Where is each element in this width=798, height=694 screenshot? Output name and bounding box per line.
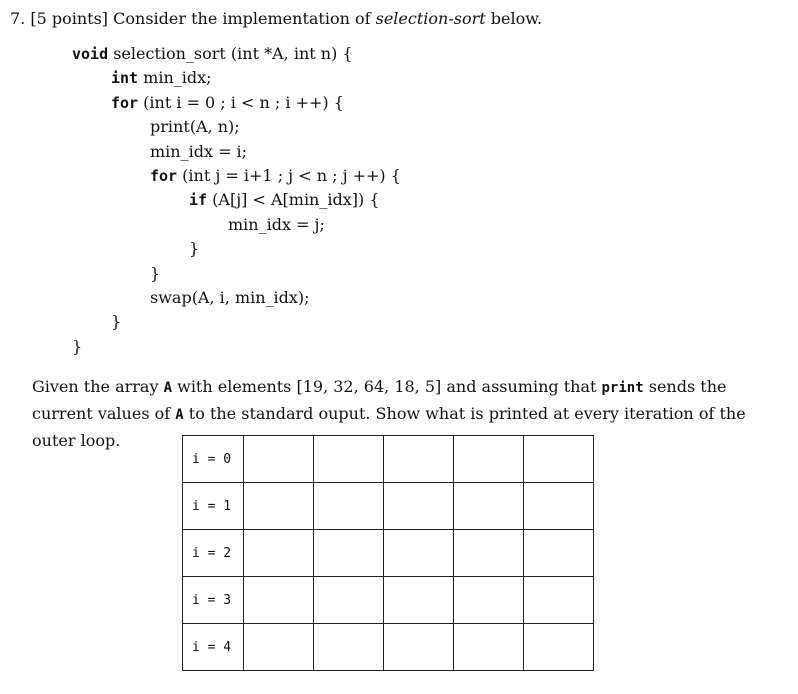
question-intro-text: Consider the implementation of [113, 9, 376, 28]
table-row [183, 436, 594, 483]
code-text: selection_sort (int *A, int n) { [108, 44, 353, 63]
code-line [189, 188, 380, 212]
row-label: i = 0 [183, 436, 244, 483]
code-line [111, 310, 121, 334]
code-line [150, 262, 160, 286]
paragraph-text-2: with elements [19, 32, 64, 18, 5] and assuming that [172, 377, 602, 396]
answer-cell[interactable] [384, 577, 454, 624]
code-text: swap(A, i, min_idx); [150, 288, 310, 307]
answer-cell[interactable] [384, 436, 454, 483]
answer-cell[interactable] [314, 624, 384, 671]
code-line [228, 213, 325, 237]
code-text: min_idx; [138, 68, 212, 88]
question-intro-emphasis: selection-sort [375, 9, 486, 28]
answer-cell[interactable] [314, 483, 384, 530]
code-text: } [72, 336, 83, 356]
code-text: print(A, n); [150, 117, 240, 137]
code-text: (A[j] < A[min_idx]) { [207, 190, 380, 210]
code-line [72, 42, 353, 66]
answer-cell[interactable] [244, 483, 314, 530]
code-keyword: int [111, 69, 139, 88]
answer-cell[interactable] [454, 530, 524, 577]
code-keyword: if [189, 191, 208, 210]
answer-cell[interactable] [454, 577, 524, 624]
table-row [183, 530, 594, 577]
paragraph-text-1: Given the array [32, 377, 164, 396]
answer-cell[interactable] [524, 483, 594, 530]
row-label: i = 2 [183, 530, 244, 577]
array-variable: A [175, 407, 184, 423]
paragraph-text-4: to the standard ouput. Show what is printed at every iteration of the outer loop. [32, 404, 746, 450]
array-variable: A [163, 380, 173, 396]
table-row [183, 577, 594, 624]
code-line [72, 335, 82, 359]
answer-cell[interactable] [524, 577, 594, 624]
code-text: (int i = 0 ; i < n ; i ++) { [138, 92, 344, 112]
paragraph-text-3: sends the current values of [32, 377, 727, 423]
print-function: print [601, 380, 644, 396]
code-text: } [189, 239, 200, 259]
answer-cell[interactable] [244, 530, 314, 577]
code-text: min_idx = i; [150, 141, 248, 161]
table-row [183, 483, 594, 530]
code-text: min_idx = j; [228, 214, 325, 234]
answer-cell[interactable] [454, 624, 524, 671]
question-intro-end: below. [485, 9, 543, 28]
answer-table-body [183, 436, 594, 671]
answer-cell[interactable] [314, 436, 384, 483]
code-line [150, 115, 240, 139]
answer-cell[interactable] [524, 624, 594, 671]
code-keyword: for [111, 93, 139, 112]
code-keyword: for [150, 167, 178, 185]
row-label: i = 1 [183, 483, 244, 530]
row-label: i = 3 [183, 577, 244, 624]
answer-cell[interactable] [454, 436, 524, 483]
answer-cell[interactable] [314, 530, 384, 577]
answer-table [182, 435, 594, 671]
answer-cell[interactable] [524, 530, 594, 577]
answer-cell[interactable] [244, 577, 314, 624]
code-line [150, 140, 247, 164]
question-points: [5 points] [30, 9, 109, 28]
code-line [111, 66, 212, 90]
answer-cell[interactable] [524, 436, 594, 483]
answer-cell[interactable] [244, 436, 314, 483]
answer-cell[interactable] [314, 577, 384, 624]
question-intro [113, 9, 542, 28]
answer-cell[interactable] [454, 483, 524, 530]
question-number: 7. [10, 9, 26, 28]
code-keyword: void [72, 45, 109, 63]
answer-cell[interactable] [384, 530, 454, 577]
code-text: } [111, 312, 122, 332]
answer-cell[interactable] [384, 624, 454, 671]
answer-cell[interactable] [244, 624, 314, 671]
table-row [183, 624, 594, 671]
code-line [150, 164, 401, 188]
code-line [189, 237, 199, 261]
code-text: } [150, 263, 161, 283]
code-text: (int j = i+1 ; j < n ; j ++) { [177, 166, 401, 185]
row-label: i = 4 [183, 624, 244, 671]
question-header [10, 8, 542, 30]
code-line [150, 286, 310, 310]
code-line [111, 91, 344, 115]
answer-cell[interactable] [384, 483, 454, 530]
